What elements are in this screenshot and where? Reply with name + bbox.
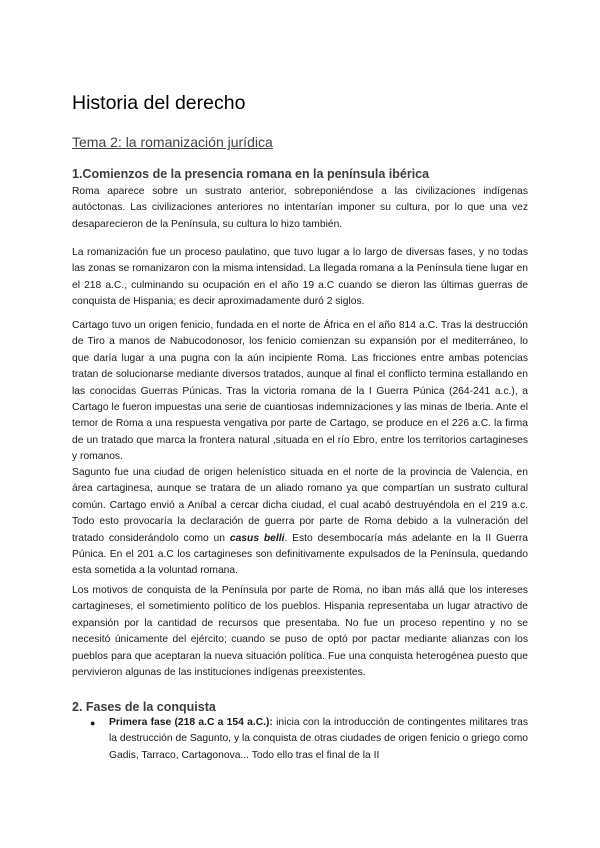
- paragraph-5: Los motivos de conquista de la Península por parte de Roma, no iban más allá que los intereses cartagineses, el sometimiento político de los pueblos. Hispania representaba un lugar atractivo de expansión por la cantidad de recursos que presentaba. No fue un proceso repentino y no se necesitó únicamente del ejército; cuando se puso de optó por pactar mediante alianzas con los pueblos para que aceptaran la nueva situación política. Fue una conquista heterogénea puesto que pervivieron algunas de las instituciones indígenas preexistentes.: [72, 585, 528, 679]
- paragraph-4-text-a: Sagunto fue una ciudad de origen helenístico situada en el norte de la provincia de Valencia, en área cartaginesa, aunque se tratara de un aliado romano ya que compartían un sustrato cultural común. Cartago envió a Aníbal a cercar dicha ciudad, el cual acabó destruyéndola en el 219 a.c. Todo esto provocaría la declaración de guerra por parte de Roma debido a la vulneración del tratado considerándolo como un: [72, 467, 528, 544]
- paragraph-4-text-b: . Esto desembocaría más adelante en la II Guerra Púnica. En el 201 a.C los cartagineses son definitivamente expulsados de la Península, quedando esta sometida a la voluntad romana.: [72, 532, 528, 577]
- list-item-term: Primera fase (218 a.C a 154 a.C.):: [109, 717, 273, 728]
- paragraph-1: Roma aparece sobre un sustrato anterior, sobreponiéndose a las civilizaciones indígenas autóctonas. Las civilizaciones anteriores no intentarían imponer su cultura, por lo que una vez desaparecieron de la Península, su cultura lo hizo también.: [72, 186, 528, 230]
- bullet-icon: ●: [90, 718, 96, 728]
- casus-belli-emphasis: casus belli: [229, 532, 285, 544]
- paragraph-4: [72, 465, 528, 580]
- document-title: Historia del derecho: [72, 92, 246, 114]
- paragraph-2: La romanización fue un proceso paulatino, que tuvo lugar a lo largo de diversas fases, y no todas las zonas se romanizaron con la misma intensidad. La llegada romana a la Península tiene lugar en el 218 a.C., culminando su ocupación en el año 19 a.C cuando se dieron las últimas guerras de conquista de Hispania; es decir aproximadamente duró 2 siglos.: [72, 247, 528, 308]
- paragraph-3: Cartago tuvo un origen fenicio, fundada en el norte de África en el año 814 a.C. Tras la destrucción de Tiro a manos de Nabucodonosor, los fenicio comienzan su expansión por el mediterráneo, lo que daría lugar a una pugna con la aún incipiente Roma. Las fricciones entre ambas potencias tratan de solucionarse mediante diversos tratados, aunque al final el conflicto termina estallando en las conocidas Guerras Púnicas. Tras la victoria romana de la I Guerra Púnica (264-241 a.c.), a Cartago le fueron impuestas una serie de cuantiosas indemnizaciones y las minas de Iberia. Ante el temor de Roma a una respuesta vengativa por parte de Cartago, se produce en el 226 a.C. la firma de un tratado que marca la frontera natural ,situada en el río Ebro, entre los territorios cartagineses y romanos.: [72, 320, 528, 463]
- subtitle: Tema 2: la romanización jurídica: [72, 134, 273, 150]
- list-item: [72, 715, 528, 764]
- list-item-text: inicia con la introducción de contingentes militares tras la destrucción de Sagunto, y la conquista de otras ciudades de origen fenicio o griego como Gadis, Tarraco, Cartagonova... Todo ello tras el final de la II: [109, 717, 528, 761]
- section-heading-2: 2. Fases de la conquista: [72, 700, 216, 714]
- section-heading-1: 1.Comienzos de la presencia romana en la península ibérica: [72, 167, 430, 181]
- phases-list: [72, 715, 528, 764]
